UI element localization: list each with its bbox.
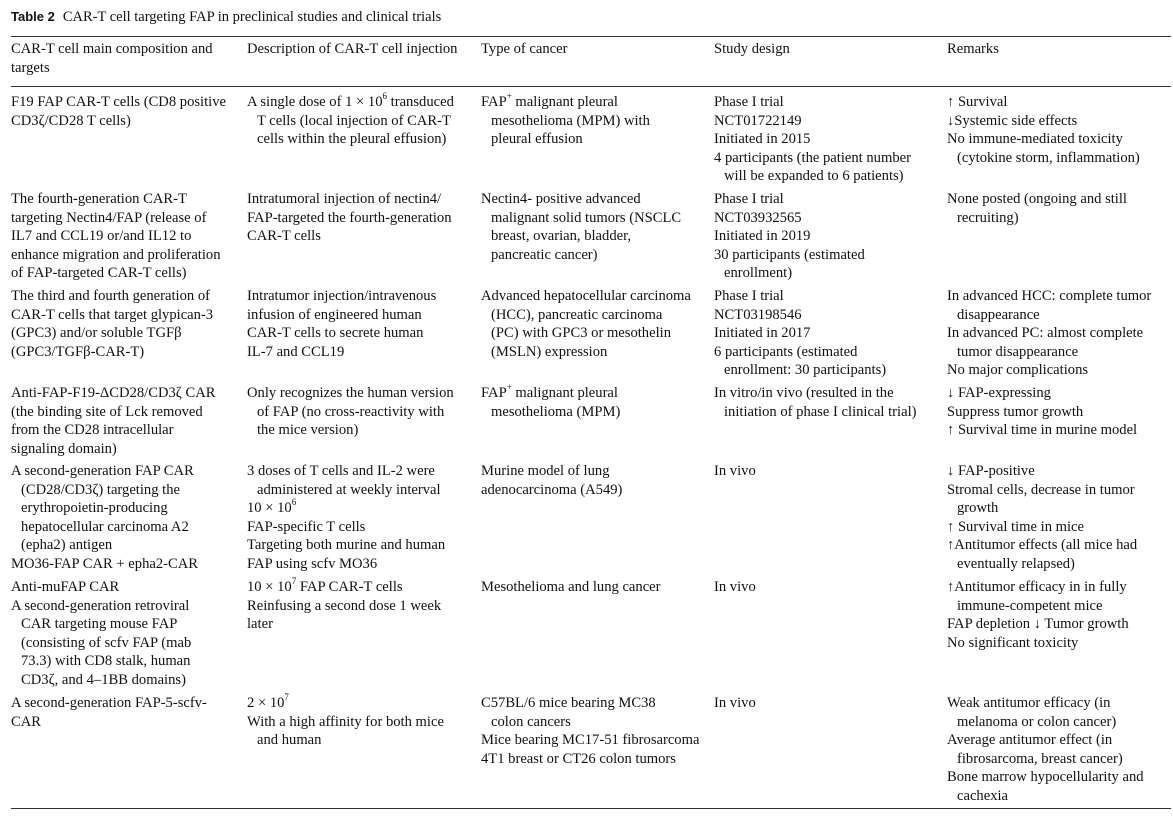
cell-line: NCT01722149 — [714, 112, 802, 129]
header-rule — [11, 86, 1171, 87]
cell-line: ↑ Survival — [947, 94, 1008, 110]
header-remarks — [947, 40, 999, 59]
bottom-rule — [11, 808, 1171, 809]
cell-line: will be expanded to 6 patients) — [724, 168, 904, 185]
cell-row6-remarks — [947, 578, 1129, 652]
header-line: CAR-T cell main composition and — [11, 41, 213, 57]
cell-row7-cancer-type — [481, 694, 699, 768]
cell-line: erythropoietin-producing — [21, 500, 168, 517]
cell-line: (CD28/CD3ζ) targeting the — [21, 481, 180, 498]
table-title: CAR-T cell targeting FAP in preclinical studies and clinical trials — [62, 9, 442, 25]
cell-line: administered at weekly interval — [257, 481, 441, 498]
cell-row3-cancer-type — [481, 287, 691, 361]
cell-row1-cancer-type — [481, 93, 650, 149]
cell-line: With a high affinity for both mice — [247, 713, 444, 730]
cell-line: enhance migration and proliferation — [11, 246, 221, 263]
cell-row7-injection — [247, 694, 444, 750]
cell-line: (HCC), pancreatic carcinoma — [491, 306, 663, 323]
cell-line: immune-competent mice — [957, 597, 1103, 614]
cell-line: CAR targeting mouse FAP — [21, 616, 178, 633]
cell-row1-composition — [11, 93, 226, 130]
cell-line: In vitro/in vivo (resulted in the — [714, 385, 894, 401]
cell-row6-composition — [11, 578, 191, 690]
cell-line: infusion of engineered human — [247, 306, 422, 323]
cell-line: disappearance — [957, 306, 1040, 323]
cell-line: Initiated in 2019 — [714, 228, 811, 245]
cell-line: eventually relapsed) — [957, 555, 1075, 572]
cell-line: Anti-FAP-F19-ΔCD28/CD3ζ CAR — [11, 385, 216, 401]
cell-line: In vivo — [714, 579, 756, 595]
cell-line: ↓ FAP-positive — [947, 463, 1035, 479]
cell-line: Stromal cells, decrease in tumor — [947, 481, 1135, 498]
cell-line: In vivo — [714, 463, 756, 479]
cell-line: A second-generation FAP-5-scfv- — [11, 695, 207, 711]
cell-line: ↓ FAP-expressing — [947, 385, 1051, 401]
cell-line: (cytokine storm, inflammation) — [957, 149, 1140, 166]
cell-line: The fourth-generation CAR-T — [11, 191, 187, 207]
cell-line: CAR-T cells — [247, 228, 321, 245]
cell-row5-study-design — [714, 462, 756, 481]
header-study-design — [714, 40, 790, 59]
cell-line: (GPC3/TGFβ-CAR-T) — [11, 343, 145, 360]
cell-line: enrollment) — [724, 265, 793, 282]
cell-line: Mesothelioma and lung cancer — [481, 579, 661, 595]
cell-line: FAP+ malignant pleural — [481, 91, 618, 110]
header-line: Description of CAR-T cell injection — [247, 41, 458, 57]
cell-line: No significant toxicity — [947, 634, 1079, 651]
cell-line: (GPC3) and/or soluble TGFβ — [11, 325, 182, 342]
cell-row4-remarks — [947, 384, 1137, 440]
cell-line: Reinfusing a second dose 1 week — [247, 597, 442, 614]
cell-line: pancreatic cancer) — [491, 246, 598, 263]
cell-line: A second-generation FAP CAR — [11, 463, 194, 479]
cell-line: colon cancers — [491, 713, 571, 730]
cell-line: 73.3) with CD8 stalk, human — [21, 653, 191, 670]
cell-line: (PC) with GPC3 or mesothelin — [491, 325, 671, 342]
cell-line: mesothelioma (MPM) — [491, 403, 621, 420]
cell-line: ↑ Survival time in murine model — [947, 422, 1138, 439]
cell-line: Targeting both murine and human — [247, 537, 446, 554]
cell-row6-injection — [247, 578, 441, 634]
cell-line: CAR — [11, 713, 42, 730]
cell-line: C57BL/6 mice bearing MC38 — [481, 695, 656, 711]
cell-line: cells within the pleural effusion) — [257, 131, 447, 148]
cell-line: $2 \times 10^7$ — [247, 692, 289, 711]
cell-line: NCT03198546 — [714, 306, 802, 323]
cell-line: (MSLN) expression — [491, 343, 608, 360]
cell-line: tumor disappearance — [957, 343, 1079, 360]
cell-line: Intratumor injection/intravenous — [247, 288, 437, 304]
cell-row4-cancer-type — [481, 384, 620, 421]
header-composition — [11, 40, 213, 77]
cell-row3-remarks — [947, 287, 1151, 380]
cell-line: Mice bearing MC17-51 fibrosarcoma — [481, 732, 700, 749]
cell-line: Initiated in 2015 — [714, 131, 811, 148]
cell-line: ↑Antitumor effects (all mice had — [947, 537, 1138, 554]
cell-line: FAP-targeted the fourth-generation — [247, 209, 452, 226]
cell-line: FAP-specific T cells — [247, 518, 366, 535]
cell-line: Phase I trial — [714, 94, 784, 110]
cell-line: No major complications — [947, 362, 1089, 379]
cell-line: FAP+ malignant pleural — [481, 382, 618, 401]
cell-line: Suppress tumor growth — [947, 403, 1084, 420]
cell-line: and human — [257, 732, 322, 749]
cell-line: CD3ζ/CD28 T cells) — [11, 112, 131, 129]
cell-line: cachexia — [957, 787, 1009, 804]
cell-row3-composition — [11, 287, 213, 361]
cell-row6-study-design — [714, 578, 756, 597]
cell-line: Weak antitumor efficacy (in — [947, 695, 1111, 711]
cell-line: Intratumoral injection of nectin4/ — [247, 191, 442, 207]
cell-line: recruiting) — [957, 209, 1019, 226]
cell-line: 3 doses of T cells and IL-2 were — [247, 463, 435, 479]
cell-line: None posted (ongoing and still — [947, 191, 1127, 207]
cell-line: CAR-T cells that target glypican-3 — [11, 306, 214, 323]
cell-line: 30 participants (estimated — [714, 246, 865, 263]
cell-line: Phase I trial — [714, 191, 784, 207]
cell-row4-study-design — [714, 384, 917, 421]
cell-line: In vivo — [714, 695, 756, 711]
header-injection — [247, 40, 457, 59]
cell-line: In advanced HCC: complete tumor — [947, 288, 1152, 304]
cell-line: the mice version) — [257, 422, 359, 439]
cell-line: ↓Systemic side effects — [947, 112, 1078, 129]
cell-row7-composition — [11, 694, 207, 731]
cell-line: fibrosarcoma, breast cancer) — [957, 750, 1123, 767]
table-label: Table 2 — [11, 9, 55, 24]
header-line: targets — [11, 59, 50, 76]
cell-line: The third and fourth generation of — [11, 288, 210, 304]
cell-line: hepatocellular carcinoma A2 — [21, 518, 189, 535]
cell-line: T cells (local injection of CAR-T — [257, 112, 451, 129]
cell-line: melanoma or colon cancer) — [957, 713, 1117, 730]
cell-line: 4 participants (the patient number — [714, 149, 911, 166]
cell-line: A single dose of $1 \times 10^6$ transduced — [247, 91, 454, 110]
header-line: Study design — [714, 41, 790, 57]
cell-line: mesothelioma (MPM) with — [491, 112, 650, 129]
cell-line: breast, ovarian, bladder, — [491, 228, 632, 245]
cell-row5-injection — [247, 462, 445, 574]
cell-line: MO36-FAP CAR + epha2-CAR — [11, 555, 199, 572]
cell-row2-remarks — [947, 190, 1127, 227]
cell-line: F19 FAP CAR-T cells (CD8 positive — [11, 94, 227, 110]
cell-row7-study-design — [714, 694, 756, 713]
cell-line: Average antitumor effect (in — [947, 732, 1113, 749]
cell-line: malignant solid tumors (NSCLC — [491, 209, 682, 226]
cell-row3-study-design — [714, 287, 886, 380]
cell-row1-injection — [247, 93, 454, 149]
cell-line: 4T1 breast or CT26 colon tumors — [481, 750, 676, 767]
cell-line: Bone marrow hypocellularity and — [947, 769, 1144, 786]
cell-line: Initiated in 2017 — [714, 325, 811, 342]
header-line: Type of cancer — [481, 41, 568, 57]
cell-row4-injection — [247, 384, 454, 440]
cell-line: (consisting of scfv FAP (mab — [21, 634, 192, 651]
cell-line: FAP using scfv MO36 — [247, 555, 378, 572]
cell-row5-cancer-type — [481, 462, 622, 499]
cell-row4-composition — [11, 384, 216, 458]
cell-row2-composition — [11, 190, 221, 283]
cell-line: ↑ Survival time in mice — [947, 518, 1084, 535]
cell-line: IL7 and CCL19 or/and IL12 to — [11, 228, 192, 245]
cell-line: (the binding site of Lck removed — [11, 403, 203, 420]
cell-line: $10 \times 10^7$ FAP CAR-T cells — [247, 576, 403, 595]
cell-row1-study-design — [714, 93, 911, 186]
cell-line: Only recognizes the human version — [247, 385, 454, 401]
cell-line: later — [247, 616, 273, 633]
cell-line: IL-7 and CCL19 — [247, 343, 345, 360]
cell-line: FAP depletion ↓ Tumor growth — [947, 616, 1129, 633]
header-cancer-type — [481, 40, 568, 59]
cell-line: No immune-mediated toxicity — [947, 131, 1123, 148]
cell-line: CD3ζ, and 4–1BB domains) — [21, 671, 186, 688]
cell-row3-injection — [247, 287, 436, 361]
cell-line: Nectin4- positive advanced — [481, 191, 641, 207]
cell-line: pleural effusion — [491, 131, 583, 148]
cell-row5-remarks — [947, 462, 1137, 574]
cell-row2-injection — [247, 190, 452, 246]
cell-line: of FAP-targeted CAR-T cells) — [11, 265, 187, 282]
cell-line: CAR-T cells to secrete human — [247, 325, 424, 342]
cell-line: (epha2) antigen — [21, 537, 113, 554]
cell-line: Phase I trial — [714, 288, 784, 304]
cell-line: initiation of phase I clinical trial) — [724, 403, 917, 420]
cell-line: In advanced PC: almost complete — [947, 325, 1144, 342]
table-caption — [11, 9, 441, 26]
cell-line: Murine model of lung — [481, 463, 610, 479]
cell-row5-composition — [11, 462, 198, 574]
cell-line: NCT03932565 — [714, 209, 802, 226]
cell-line: targeting Nectin4/FAP (release of — [11, 209, 207, 226]
cell-line: enrollment: 30 participants) — [724, 362, 887, 379]
header-line: Remarks — [947, 41, 999, 57]
top-rule — [11, 36, 1171, 37]
cell-line: growth — [957, 500, 999, 517]
cell-line: $10 \times 10^6$ — [247, 497, 297, 517]
cell-line: 6 participants (estimated — [714, 343, 858, 360]
cell-row7-remarks — [947, 694, 1144, 806]
cell-line: Advanced hepatocellular carcinoma — [481, 288, 691, 304]
cell-line: Anti-muFAP CAR — [11, 579, 120, 595]
cell-line: signaling domain) — [11, 440, 117, 457]
cell-row1-remarks — [947, 93, 1140, 167]
cell-line: A second-generation retroviral — [11, 597, 190, 614]
cell-line: from the CD28 intracellular — [11, 422, 174, 439]
cell-line: of FAP (no cross-reactivity with — [257, 403, 445, 420]
cell-row2-cancer-type — [481, 190, 681, 264]
cell-line: ↑Antitumor efficacy in in fully — [947, 579, 1127, 595]
cell-line: adenocarcinoma (A549) — [481, 481, 623, 498]
cell-row6-cancer-type — [481, 578, 661, 597]
cell-row2-study-design — [714, 190, 865, 283]
